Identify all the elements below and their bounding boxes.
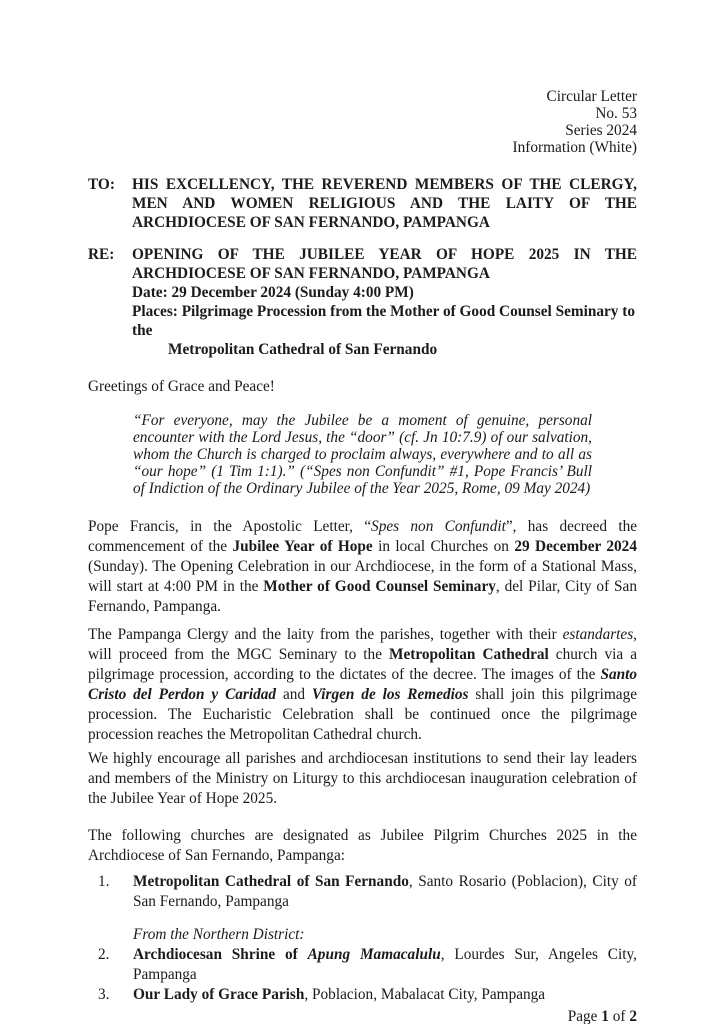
- re-body: [132, 245, 637, 359]
- pilgrim-churches-list: [88, 872, 637, 1005]
- to-block: [88, 175, 637, 232]
- re-places-line-2: Metropolitan Cathedral of San Fernando: [168, 341, 438, 358]
- list-item-number: 2.: [98, 946, 110, 963]
- header-line-series: Series 2024: [565, 122, 637, 139]
- header-line-number: No. 53: [595, 105, 637, 122]
- letter-header: [88, 88, 637, 156]
- header-line-category: Information (White): [512, 139, 637, 156]
- paragraph-encouragement: We highly encourage all parishes and archdiocesan institutions to send their lay leaders and members of the Ministry on Liturgy to this archdiocesan inauguration celebration of the Jubilee Year of Hope 2025.: [88, 750, 637, 807]
- papal-bull-quote: “For everyone, may the Jubilee be a moment of genuine, personal encounter with the Lord Jesus, the “door” (cf. Jn 10:7.9) of our salvation, whom the Church is charged to proclaim always, everywhere and to all as “our hope” (1 Tim 1:1).” (“Spes non Confundit” #1, Pope Francis’ Bull of Indiction of the Ordinary Jubilee of the Year 2025, Rome, 09 May 2024): [133, 412, 592, 497]
- re-block: [88, 245, 637, 359]
- list-item-text: Our Lady of Grace Parish, Poblacion, Mabalacat City, Pampanga: [133, 986, 546, 1003]
- header-line-type: Circular Letter: [546, 88, 637, 105]
- to-label: TO:: [88, 176, 115, 193]
- re-places-line-1: Places: Pilgrimage Procession from the Mother of Good Counsel Seminary to the: [132, 303, 636, 339]
- list-item-number: 1.: [98, 873, 110, 890]
- paragraph-opening-celebration: Pope Francis, in the Apostolic Letter, “Spes non Confundit”, has decreed the commencement of the Jubilee Year of Hope in local Churches on 29 December 2024 (Sunday). The Opening Celebration in our Archdiocese, in the form of a Stational Mass, will start at 4:00 PM in the Mother of Good Counsel Seminary, del Pilar, City of San Fernando, Pampanga.: [88, 518, 638, 615]
- list-item: [88, 985, 637, 1005]
- paragraph-pilgrimage-procession: The Pampanga Clergy and the laity from the parishes, together with their estandartes, will proceed from the MGC Seminary to the Metropolitan Cathedral church via a pilgrimage procession, according to the dictates of the decree. The images of the Santo Cristo del Perdon y Caridad and Virgen de los Remedios shall join this pilgrimage procession. The Eucharistic Celebration shall be continued once the pilgrimage procession reaches the Metropolitan Cathedral church.: [88, 626, 638, 743]
- list-item: [88, 945, 637, 985]
- to-recipients: HIS EXCELLENCY, THE REVEREND MEMBERS OF THE CLERGY, MEN AND WOMEN RELIGIOUS AND THE LAITY OF THE ARCHDIOCESE OF SAN FERNANDO, PAMPANGA: [132, 176, 637, 231]
- paragraph-pilgrim-churches-intro: The following churches are designated as Jubilee Pilgrim Churches 2025 in the Archdiocese of San Fernando, Pampanga:: [88, 827, 637, 864]
- greeting-line: Greetings of Grace and Peace!: [88, 378, 275, 395]
- re-date-line: Date: 29 December 2024 (Sunday 4:00 PM): [132, 284, 414, 301]
- district-heading-northern: From the Northern District:: [133, 926, 305, 943]
- list-item: [88, 872, 637, 912]
- page-number-footer: Page 1 of 2: [567, 1008, 637, 1024]
- re-label: RE:: [88, 246, 115, 263]
- list-item-text: Archdiocesan Shrine of Apung Mamacalulu, Lourdes Sur, Angeles City, Pampanga: [133, 946, 637, 983]
- list-item-number: 3.: [98, 986, 110, 1003]
- list-item-text: Metropolitan Cathedral of San Fernando, Santo Rosario (Poblacion), City of San Fernando, Pampanga: [133, 873, 637, 910]
- re-subject: OPENING OF THE JUBILEE YEAR OF HOPE 2025 IN THE ARCHDIOCESE OF SAN FERNANDO, PAMPANGA: [132, 246, 637, 282]
